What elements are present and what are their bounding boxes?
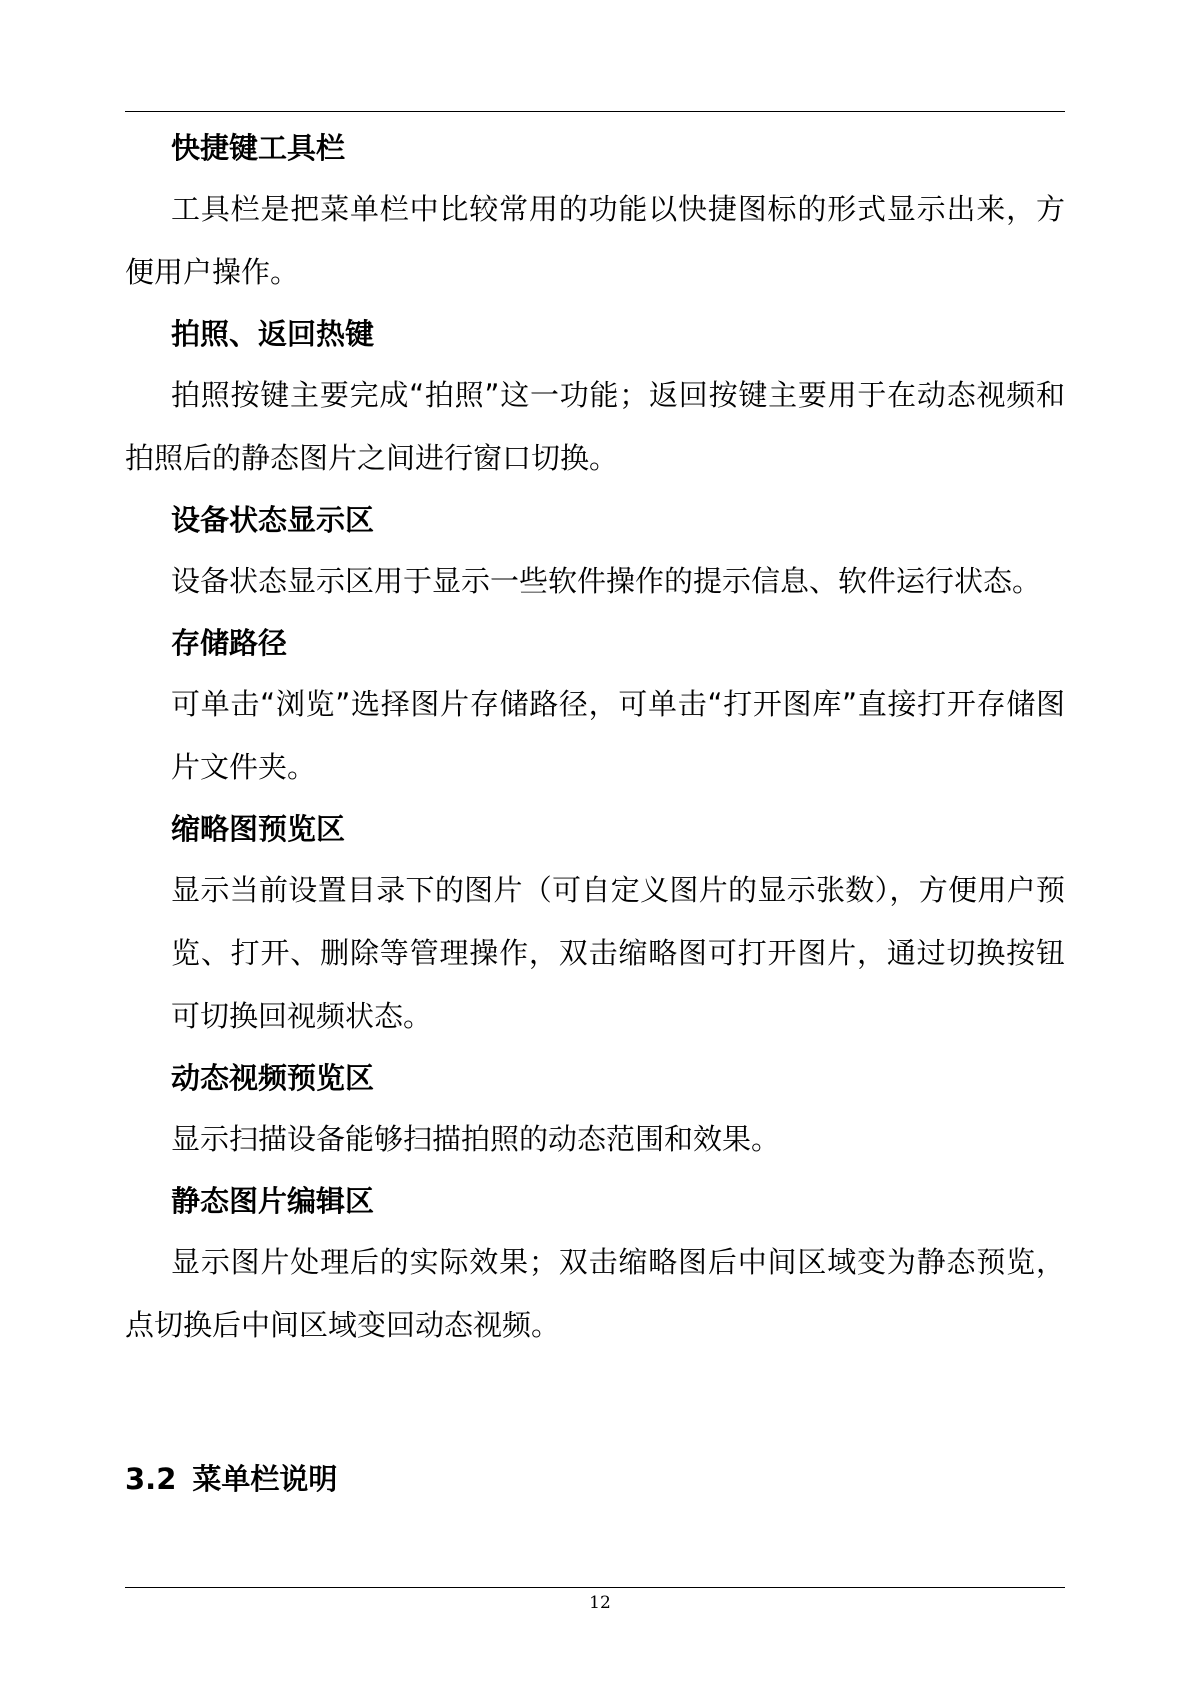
paragraph-storage-path: 可单击“浏览”选择图片存储路径，可单击“打开图库”直接打开存储图片文件夹。 [171,687,1065,784]
heading-still-image-edit-area: 静态图片编辑区 [171,1184,375,1218]
document-body [125,118,1065,1357]
heading-capture-return-hotkeys: 拍照、返回热键 [171,317,375,351]
section-title-text: 菜单栏说明 [192,1462,338,1496]
heading-storage-path: 存储路径 [171,626,288,660]
paragraph-shortcut-toolbar: 工具栏是把菜单栏中比较常用的功能以快捷图标的形式显示出来，方便用户操作。 [125,192,1065,289]
paragraph-live-video-preview-area: 显示扫描设备能够扫描拍照的动态范围和效果。 [171,1122,781,1156]
paragraph-still-image-edit-area: 显示图片处理后的实际效果；双击缩略图后中间区域变为静态预览，点切换后中间区域变回动态视频。 [125,1245,1065,1342]
paragraph-capture-return-hotkeys: 拍照按键主要完成“拍照”这一功能；返回按键主要用于在动态视频和拍照后的静态图片之间进行窗口切换。 [125,378,1065,475]
footer-rule [125,1587,1065,1588]
paragraph-device-status-area: 设备状态显示区用于显示一些软件操作的提示信息、软件运行状态。 [171,564,1042,598]
heading-thumbnail-preview-area: 缩略图预览区 [171,812,346,846]
paragraph-thumbnail-preview-area: 显示当前设置目录下的图片（可自定义图片的显示张数），方便用户预览、打开、删除等管理操作，双击缩略图可打开图片，通过切换按钮可切换回视频状态。 [171,873,1065,1033]
section-number: 3.2 [125,1462,177,1496]
section-title [125,1454,337,1504]
heading-shortcut-toolbar: 快捷键工具栏 [171,131,346,165]
heading-live-video-preview-area: 动态视频预览区 [171,1061,375,1095]
page-number: 12 [589,1593,611,1613]
heading-device-status-area: 设备状态显示区 [171,503,375,537]
header-rule [125,111,1065,112]
